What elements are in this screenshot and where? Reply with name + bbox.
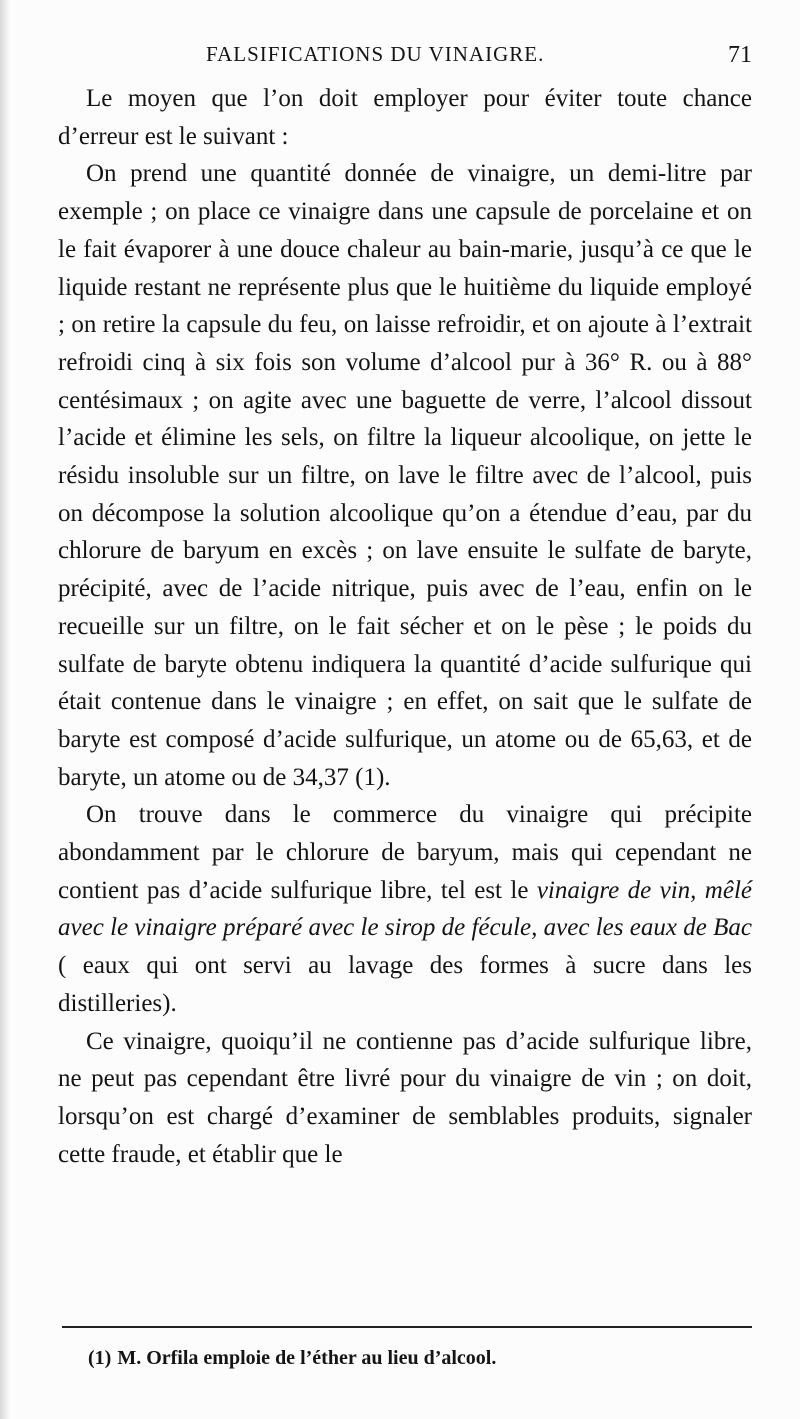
paragraph-2: On prend une quantité donnée de vinaigre, un demi-litre par exemple ; on place ce vinaigre dans une capsule de porcelaine et on le fait évaporer à une douce chaleur au bain-marie, jusqu’à ce que le liquide restant ne représente plus que le huitième du liquide employé ; on retire la capsule du feu, on laisse refroidir, et on ajoute à l’extrait refroidi cinq à six fois son volume d’alcool pur à 36° R. ou à 88° centésimaux ; on agite avec une baguette de verre, l’alcool dissout l’acide et élimine les sels, on filtre la liqueur alcoolique, on jette le résidu insoluble sur un filtre, on lave le filtre avec de l’alcool, puis on décompose la solution alcoolique qu’on a étendue d’eau, par du chlorure de baryum en excès ; on lave ensuite le sulfate de baryte, précipité, avec de l’acide nitrique, puis avec de l’eau, enfin on le recueille sur un filtre, on le fait sécher et on le pèse ; le poids du sulfate de baryte obtenu indiquera la quantité d’acide sulfurique qui était contenue dans le vinaigre ; en effet, on sait que le sulfate de baryte est composé d’acide sulfurique, un atome ou de 65,63, et de baryte, un atome ou de 34,37 (1). — [58, 160, 752, 791]
paragraph-1: Le moyen que l’on doit employer pour éviter toute chance d’erreur est le suivant : — [58, 85, 752, 150]
body-text — [58, 80, 752, 1173]
running-head: FALSIFICATIONS DU VINAIGRE. — [206, 42, 545, 66]
footnote-rule — [62, 1326, 752, 1328]
footnote-text: M. Orfila emploie de l’éther au lieu d’alcool. — [117, 1347, 497, 1369]
paragraph-4: Ce vinaigre, quoiqu’il ne contienne pas d’acide sulfurique libre, ne peut pas cependant être livré pour du vinaigre de vin ; on doit, lorsqu’on est chargé d’examiner de semblables produits, signaler cette fraude, et établir que le — [58, 1027, 752, 1168]
footnote — [88, 1343, 748, 1373]
footnote-mark: (1) — [88, 1347, 112, 1369]
paragraph-3-italic: vinaigre de vin, mêlé avec le vinaigre préparé avec le sirop de fécule, avec les eaux de Bac — [58, 876, 752, 942]
paragraph-3 — [58, 796, 752, 1022]
paragraph-3-text-b: ( eaux qui ont servi au lavage des formes à sucre dans les distilleries). — [58, 952, 752, 1017]
paragraph-3-text-a: On trouve dans le commerce du vinaigre qui précipite abondamment par le chlorure de baryum, mais qui cependant ne contient pas d’acide sulfurique libre, tel est le — [58, 801, 752, 904]
page-header — [60, 40, 752, 74]
page-gutter-shadow — [0, 0, 10, 1419]
page-number: 71 — [728, 42, 752, 68]
